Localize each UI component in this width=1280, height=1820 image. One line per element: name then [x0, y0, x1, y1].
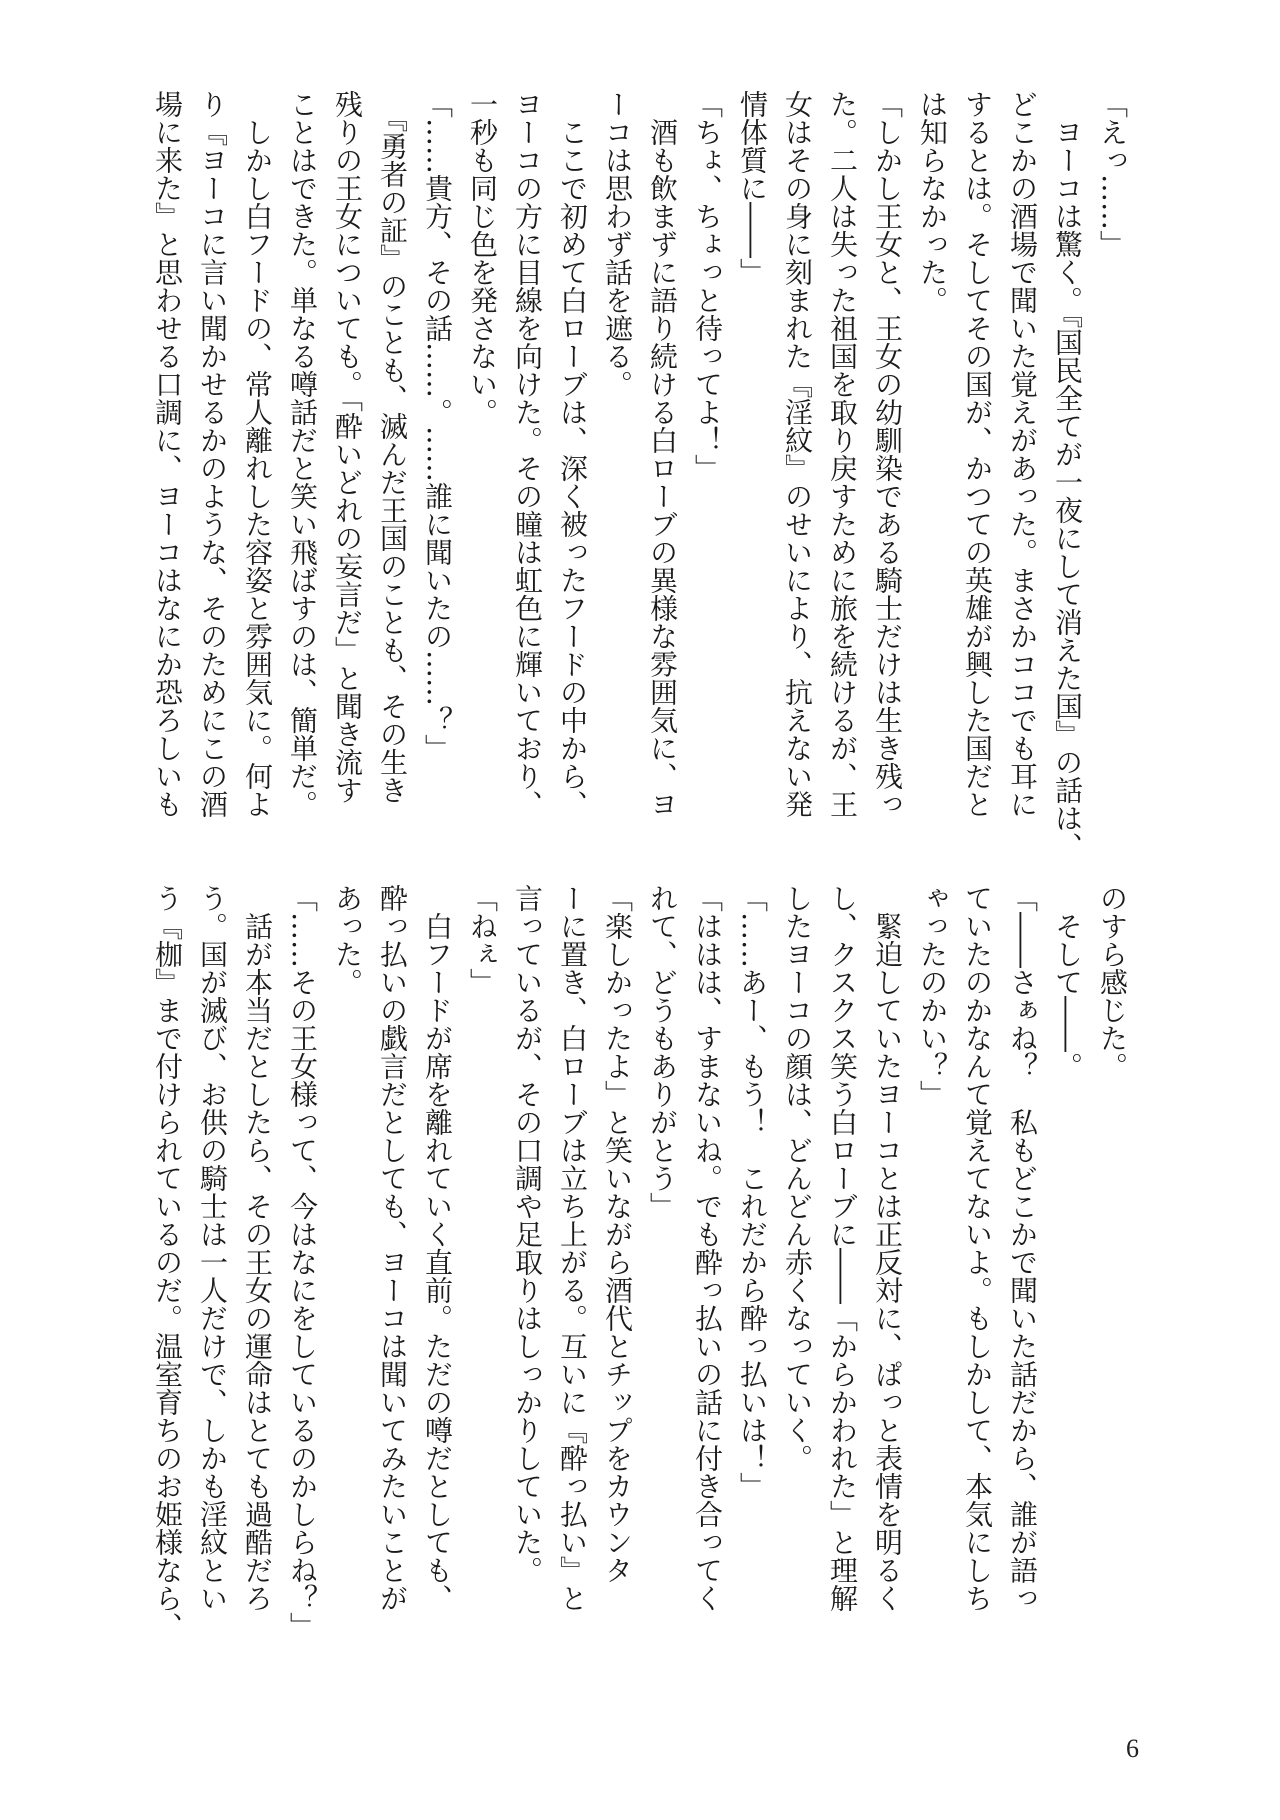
page-number: 6 — [1126, 1734, 1139, 1763]
text-column: 緊迫していたヨーコとは正反対に、ぱっと表情を明るく — [871, 884, 904, 1612]
text-column: そして――。 — [1051, 884, 1084, 1080]
text-column: ーに置き、白ローブは立ち上がる。互いに『酔っ払い』と — [556, 884, 589, 1612]
text-column: 「……その王女様って、今はなにをしているのかしらね？」 — [286, 884, 319, 1640]
text-column: 『勇者の証』のことも、滅んだ王国のことも、その生き — [376, 90, 409, 804]
text-column: り『ヨーコに言い聞かせるかのような、そのためにこの酒 — [196, 90, 229, 818]
text-column: 「しかし王女と、王女の幼馴染である騎士だけは生き残っ — [871, 90, 904, 818]
text-column: ゃったのかい？」 — [916, 884, 949, 1108]
text-column: どこかの酒場で聞いた覚えがあった。まさかココでも耳に — [1006, 90, 1039, 818]
text-column: あった。 — [331, 884, 364, 996]
text-column: 話が本当だとしたら、その王女の運命はとても過酷だろ — [241, 884, 274, 1612]
text-column: ヨーコは驚く。『国民全てが一夜にして消えた国』の話は、 — [1051, 90, 1084, 860]
text-column: ヨーコの方に目線を向けた。その瞳は虹色に輝いており、 — [511, 90, 544, 818]
text-column: 白フードが席を離れていく直前。ただの噂だとしても、 — [421, 884, 454, 1612]
text-column: しかし白フードの、常人離れした容姿と雰囲気に。何よ — [241, 90, 274, 818]
text-column: したヨーコの顔は、どんどん赤くなっていく。 — [781, 884, 814, 1472]
text-column: う。国が滅び、お供の騎士は一人だけで、しかも淫紋とい — [196, 884, 229, 1612]
text-column: 残りの王女についても。「酔いどれの妄言だ」と聞き流す — [331, 90, 364, 804]
text-column: 情体質に――」 — [736, 90, 769, 286]
text-column: ていたのかなんて覚えてないよ。もしかして、本気にしち — [961, 884, 994, 1612]
text-column: ことはできた。単なる噂話だと笑い飛ばすのは、簡単だ。 — [286, 90, 319, 818]
text-column: 「ははは、すまないね。でも酔っ払いの話に付き合ってく — [691, 884, 724, 1612]
text-column: ここで初めて白ローブは、深く被ったフードの中から、 — [556, 90, 589, 818]
text-column: 女はその身に刻まれた『淫紋』のせいにより、抗えない発 — [781, 90, 814, 818]
text-column: 「ちょ、ちょっと待ってよ！」 — [691, 90, 724, 482]
text-column: 「ねぇ」 — [466, 884, 499, 996]
text-column: は知らなかった。 — [916, 90, 949, 314]
text-column: 「楽しかったよ」と笑いながら酒代とチップをカウンタ — [601, 884, 634, 1584]
text-column: するとは。そしてその国が、かつての英雄が興した国だと — [961, 90, 994, 818]
text-column: ーコは思わず話を遮る。 — [601, 90, 634, 398]
text-column: れて、どうもありがとう」 — [646, 884, 679, 1220]
text-column: 「……貴方、その話……。……誰に聞いたの……？」 — [421, 90, 454, 762]
text-column: た。二人は失った祖国を取り戻すために旅を続けるが、王 — [826, 90, 859, 818]
text-column: 場に来た』と思わせる口調に、ヨーコはなにか恐ろしいも — [151, 90, 184, 818]
text-column: 「えっ……」 — [1096, 90, 1129, 258]
text-column: し、クスクス笑う白ローブに――「からかわれた」と理解 — [826, 884, 859, 1612]
text-column: 「……あー、もう！ これだから酔っ払いは！」 — [736, 884, 769, 1500]
text-column: 「――さぁね？ 私もどこかで聞いた話だから、誰が語っ — [1006, 884, 1039, 1612]
text-column: う『枷』まで付けられているのだ。温室育ちのお姫様なら、 — [151, 884, 184, 1640]
text-column: 一秒も同じ色を発さない。 — [466, 90, 499, 426]
text-column: 酒も飲まずに語り続ける白ローブの異様な雰囲気に、ヨ — [646, 90, 679, 818]
text-column: のすら感じた。 — [1096, 884, 1129, 1080]
text-column: 言っているが、その口調や足取りはしっかりしていた。 — [511, 884, 544, 1584]
text-column: 酔っ払いの戯言だとしても、ヨーコは聞いてみたいことが — [376, 884, 409, 1612]
